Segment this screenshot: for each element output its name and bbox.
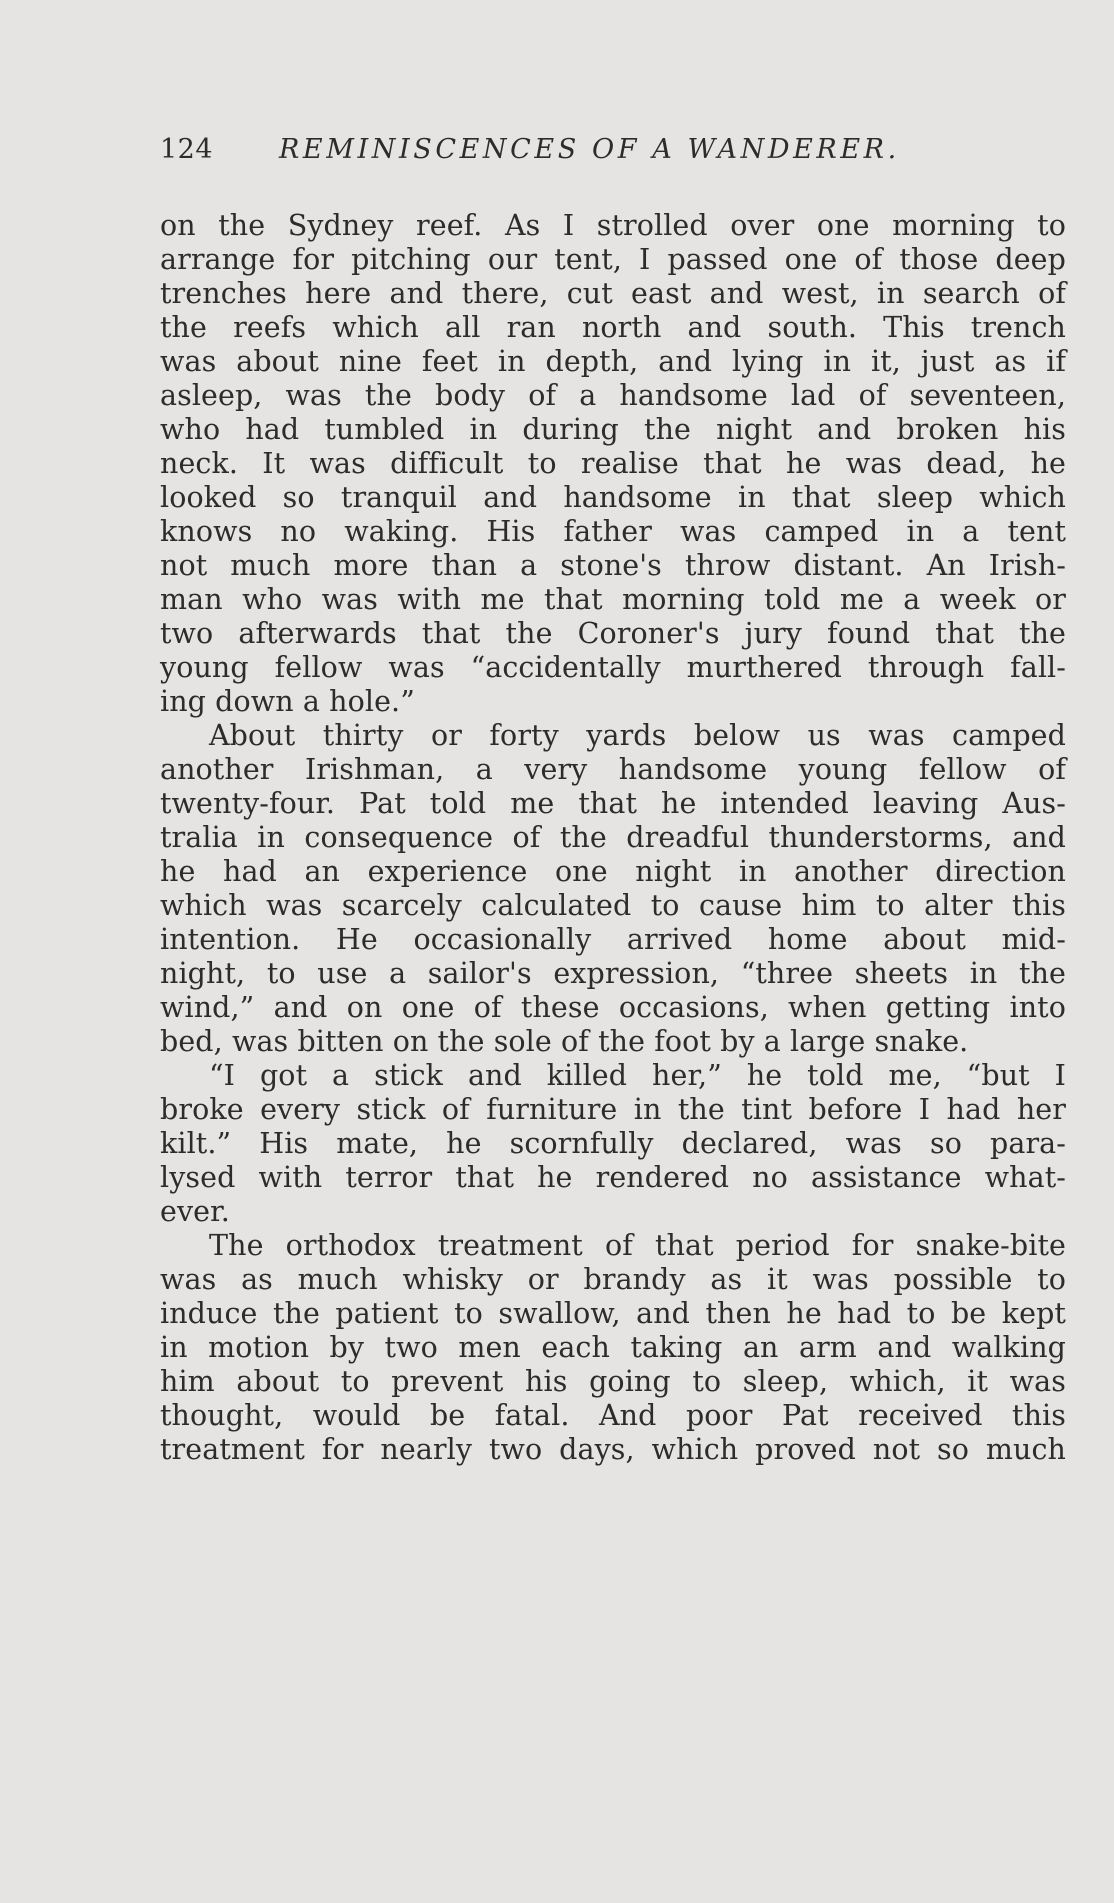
text-line: looked so tranquil and handsome in that sleep which bbox=[160, 481, 1066, 514]
text-line: The orthodox treatment of that period for snake-bite bbox=[209, 1229, 1066, 1262]
text-line: “I got a stick and killed her,” he told me, “but I bbox=[209, 1059, 1066, 1092]
text-line: thought, would be fatal. And poor Pat received this bbox=[160, 1399, 1066, 1432]
text-line: tralia in consequence of the dreadful thunderstorms, and bbox=[160, 821, 1066, 854]
text-line: twenty-four. Pat told me that he intended leaving Aus- bbox=[160, 787, 1066, 820]
text-line: neck. It was difficult to realise that he was dead, he bbox=[160, 447, 1066, 480]
text-line: treatment for nearly two days, which proved not so much bbox=[160, 1433, 1066, 1466]
text-line: knows no waking. His father was camped in a tent bbox=[160, 515, 1066, 548]
running-title: REMINISCENCES OF A WANDERER. bbox=[279, 134, 900, 165]
text-line: two afterwards that the Coroner's jury found that the bbox=[160, 617, 1066, 650]
text-line: ever. bbox=[160, 1195, 230, 1228]
text-line: in motion by two men each taking an arm and walking bbox=[160, 1331, 1066, 1364]
text-line: ing down a hole.” bbox=[160, 685, 415, 718]
text-line: man who was with me that morning told me a week or bbox=[160, 583, 1066, 616]
text-line: trenches here and there, cut east and west, in search of bbox=[160, 277, 1066, 310]
text-line: not much more than a stone's throw distant. An Irish- bbox=[160, 549, 1066, 582]
text-line: lysed with terror that he rendered no assistance what- bbox=[160, 1161, 1066, 1194]
text-line: which was scarcely calculated to cause him to alter this bbox=[160, 889, 1066, 922]
text-line: asleep, was the body of a handsome lad of seventeen, bbox=[160, 379, 1066, 412]
page-number: 124 bbox=[160, 134, 214, 165]
text-line: was as much whisky or brandy as it was possible to bbox=[160, 1263, 1066, 1296]
text-line: on the Sydney reef. As I strolled over one morning to bbox=[160, 209, 1066, 242]
text-line: he had an experience one night in another direction bbox=[160, 855, 1066, 888]
text-line: intention. He occasionally arrived home about mid- bbox=[160, 923, 1066, 956]
text-line: kilt.” His mate, he scornfully declared, was so para- bbox=[160, 1127, 1066, 1160]
text-line: another Irishman, a very handsome young fellow of bbox=[160, 753, 1066, 786]
text-line: was about nine feet in depth, and lying in it, just as if bbox=[160, 345, 1066, 378]
text-line: the reefs which all ran north and south. This trench bbox=[160, 311, 1066, 344]
text-line: him about to prevent his going to sleep, which, it was bbox=[160, 1365, 1066, 1398]
text-line: broke every stick of furniture in the tint before I had her bbox=[160, 1093, 1066, 1126]
text-line: wind,” and on one of these occasions, when getting into bbox=[160, 991, 1066, 1024]
text-line: arrange for pitching our tent, I passed one of those deep bbox=[160, 243, 1066, 276]
page-header bbox=[160, 134, 980, 170]
text-line: induce the patient to swallow, and then he had to be kept bbox=[160, 1297, 1066, 1330]
text-line: young fellow was “accidentally murthered through fall- bbox=[160, 651, 1066, 684]
text-line: bed, was bitten on the sole of the foot by a large snake. bbox=[160, 1025, 969, 1058]
text-line: who had tumbled in during the night and broken his bbox=[160, 413, 1066, 446]
text-line: About thirty or forty yards below us was camped bbox=[209, 719, 1066, 752]
text-line: night, to use a sailor's expression, “three sheets in the bbox=[160, 957, 1066, 990]
